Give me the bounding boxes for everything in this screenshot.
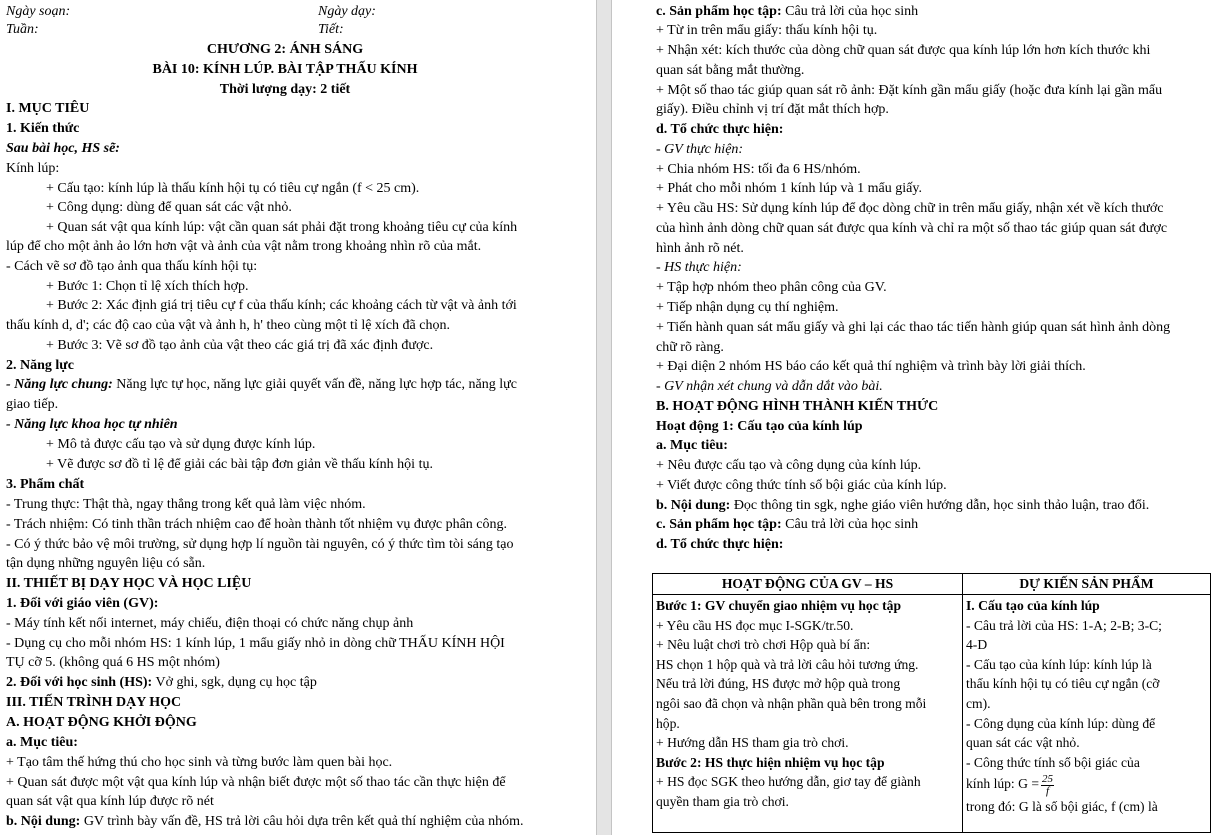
paragraph-line: - Có ý thức bảo vệ môi trường, sử dụng hợp lí nguồn tài nguyên, có ý thức tìm tòi sáng tạo bbox=[6, 537, 514, 552]
paragraph-line: + Tiếp nhận dụng cụ thí nghiệm. bbox=[656, 300, 839, 315]
paragraph-line: + Đại diện 2 nhóm HS báo cáo kết quả thí nghiệm và trình bày lời giải thích. bbox=[656, 359, 1086, 374]
section-heading: A. HOẠT ĐỘNG KHỞI ĐỘNG bbox=[6, 715, 197, 730]
fraction-denominator: f bbox=[1045, 784, 1050, 797]
paragraph-emphasis: c. Sản phẩm học tập: bbox=[656, 517, 782, 532]
paragraph-line: + Cấu tạo: kính lúp là thấu kính hội tụ có tiêu cự ngắn (f < 25 cm). bbox=[46, 181, 420, 196]
cell-line: quan sát các vật nhỏ. bbox=[966, 735, 1080, 751]
paragraph-line: + Công dụng: dùng để quan sát các vật nhỏ. bbox=[46, 200, 292, 215]
paragraph-text: GV trình bày vấn đề, HS trả lời câu hỏi dựa trên kết quả thí nghiệm của nhóm. bbox=[80, 814, 524, 829]
paragraph-line: - Trung thực: Thật thà, ngay thẳng trong kết quả làm việc nhóm. bbox=[6, 497, 366, 512]
cell-line: Bước 1: GV chuyển giao nhiệm vụ học tập bbox=[656, 598, 902, 613]
paragraph-line bbox=[656, 3, 918, 21]
subsection-heading: d. Tổ chức thực hiện: bbox=[656, 537, 784, 552]
paragraph-line: hình ảnh rõ nét. bbox=[656, 241, 744, 256]
chapter-title: CHƯƠNG 2: ÁNH SÁNG bbox=[206, 42, 364, 57]
paragraph-line: giấy). Điều chỉnh vị trí đặt mắt thích hợp. bbox=[656, 102, 889, 117]
paragraph-line: + Một số thao tác giúp quan sát rõ ảnh: Đặt kính gần mẩu giấy (hoặc đưa kính lại gần mẩu bbox=[656, 83, 1163, 98]
ngay-day-label: Ngày dạy: bbox=[318, 4, 376, 19]
paragraph-line: + Nêu được cấu tạo và công dụng của kính lúp. bbox=[656, 458, 922, 473]
subsection-heading: 1. Kiến thức bbox=[6, 121, 80, 136]
table-header-row bbox=[653, 574, 1211, 595]
paragraph-line: + Yêu cầu HS: Sử dụng kính lúp để đọc dòng chữ in trên mẩu giấy, nhận xét về kích thước bbox=[656, 201, 1164, 216]
cell-line: - Công thức tính số bội giác của bbox=[966, 754, 1140, 770]
cell-line: - Công dụng của kính lúp: dùng để bbox=[966, 715, 1156, 731]
paragraph-line: + Phát cho mỗi nhóm 1 kính lúp và 1 mẩu giấy. bbox=[656, 181, 922, 196]
paragraph-line: quan sát bằng mắt thường. bbox=[656, 63, 805, 78]
document-page-left bbox=[0, 0, 596, 835]
paragraph-line: - HS thực hiện: bbox=[656, 260, 742, 275]
cell-line: + HS đọc SGK theo hướng dẫn, giơ tay để giành bbox=[656, 774, 921, 790]
paragraph-line: + Quan sát vật qua kính lúp: vật cần quan sát phải đặt trong khoảng tiêu cự của kính bbox=[46, 220, 518, 235]
paragraph-text: Đọc thông tin sgk, nghe giáo viên hướng dẫn, học sinh thảo luận, trao đổi. bbox=[730, 498, 1150, 513]
cell-line: quyền tham gia trò chơi. bbox=[656, 793, 789, 809]
cell-line: hộp. bbox=[656, 715, 680, 731]
paragraph-line: + Quan sát được một vật qua kính lúp và nhận biết được một số thao tác cần thực hiện để bbox=[6, 775, 506, 790]
cell-line: ngôi sao đã chọn và nhận phần quà bên trong mỗi bbox=[656, 695, 927, 711]
paragraph-line bbox=[656, 516, 918, 534]
paragraph-line: của hình ảnh dòng chữ quan sát được qua kính và chỉ ra một số thao tác giúp quan sát được bbox=[656, 221, 1168, 236]
paragraph-line: - Năng lực chung: Năng lực tự học, năng lực giải quyết vấn đề, năng lực hợp tác, năng lực bbox=[6, 377, 517, 392]
paragraph-line: - Năng lực khoa học tự nhiên bbox=[6, 417, 178, 432]
cell-line: HS chọn 1 hộp quà và trả lời câu hỏi tương ứng. bbox=[656, 656, 919, 672]
paragraph-line: thấu kính d, d'; các độ cao của vật và ảnh h, h' theo cùng một tỉ lệ xích đã chọn. bbox=[6, 318, 450, 333]
paragraph-line: giao tiếp. bbox=[6, 397, 59, 412]
paragraph-line: Sau bài học, HS sẽ: bbox=[6, 141, 120, 156]
lesson-duration: Thời lượng dạy: 2 tiết bbox=[219, 82, 351, 97]
cell-line: 4-D bbox=[966, 637, 988, 653]
paragraph-text: Năng lực tự học, năng lực giải quyết vấn đề, năng lực hợp tác, năng lực bbox=[112, 377, 517, 392]
cell-line: I. Cấu tạo của kính lúp bbox=[966, 598, 1100, 613]
paragraph-emphasis: b. Nội dung: bbox=[656, 498, 731, 513]
formula-label: kính lúp: G = bbox=[966, 776, 1039, 792]
paragraph-line: + Tạo tâm thế hứng thú cho học sinh và từng bước làm quen bài học. bbox=[6, 755, 393, 770]
cell-line: + Nêu luật chơi trò chơi Hộp quà bí ẩn: bbox=[656, 637, 871, 653]
section-heading: III. TIẾN TRÌNH DẠY HỌC bbox=[6, 695, 182, 710]
paragraph-line: + Từ in trên mẩu giấy: thấu kính hội tụ. bbox=[656, 23, 878, 38]
cell-line: + Hướng dẫn HS tham gia trò chơi. bbox=[656, 735, 849, 751]
paragraph-line: + Bước 2: Xác định giá trị tiêu cự f của thấu kính; các khoảng cách từ vật và ảnh tới bbox=[46, 298, 517, 313]
paragraph-line: chữ rõ ràng. bbox=[656, 340, 724, 355]
paragraph-line: + Chia nhóm HS: tối đa 6 HS/nhóm. bbox=[656, 162, 861, 177]
formula-line bbox=[966, 772, 1207, 796]
paragraph-line: + Tập hợp nhóm theo phân công của GV. bbox=[656, 280, 887, 295]
paragraph-line bbox=[656, 497, 1149, 515]
paragraph-emphasis: b. Nội dung: bbox=[6, 814, 81, 829]
fraction-numerator: 25 bbox=[1042, 772, 1053, 785]
paragraph-line: - GV thực hiện: bbox=[656, 142, 744, 157]
paragraph-line bbox=[6, 674, 317, 692]
paragraph-line: TỤ cỡ 5. (không quá 6 HS một nhóm) bbox=[6, 655, 220, 670]
paragraph-line: + Vẽ được sơ đồ tỉ lệ để giải các bài tập đơn giản về thấu kính hội tụ. bbox=[46, 457, 433, 472]
section-heading: I. MỤC TIÊU bbox=[6, 101, 90, 116]
paragraph-line: + Nhận xét: kích thước của dòng chữ quan sát được qua kính lúp lớn hơn kích thước khi bbox=[656, 43, 1151, 58]
tuan-label: Tuần: bbox=[6, 22, 39, 37]
paragraph-line: - GV nhận xét chung và dẫn dắt vào bài. bbox=[656, 379, 883, 394]
cell-line: thấu kính hội tụ có tiêu cự ngắn (cỡ bbox=[966, 676, 1160, 692]
document-page-right bbox=[612, 0, 1212, 835]
activity-table bbox=[652, 573, 1211, 833]
tiet-label: Tiết: bbox=[318, 22, 344, 37]
subsection-heading: 1. Đối với giáo viên (GV): bbox=[6, 596, 159, 611]
ngay-soan-label: Ngày soạn: bbox=[6, 4, 71, 19]
table-header-cell: DỰ KIẾN SẢN PHẨM bbox=[963, 574, 1211, 595]
paragraph-line: - Dụng cụ cho mỗi nhóm HS: 1 kính lúp, 1 mẩu giấy nhỏ in dòng chữ THẤU KÍNH HỘI bbox=[6, 636, 505, 651]
page-edge-left bbox=[596, 0, 597, 835]
paragraph-line: lúp để cho một ảnh ảo lớn hơn vật và ảnh của vật nằm trong khoảng nhìn rõ của mắt. bbox=[6, 239, 482, 254]
cell-line: cm). bbox=[966, 695, 991, 711]
paragraph-line: Kính lúp: bbox=[6, 161, 60, 176]
paragraph-text: Câu trả lời của học sinh bbox=[781, 517, 919, 532]
section-heading: II. THIẾT BỊ DẠY HỌC VÀ HỌC LIỆU bbox=[6, 576, 252, 591]
lesson-title: BÀI 10: KÍNH LÚP. BÀI TẬP THẤU KÍNH bbox=[152, 62, 418, 77]
table-header-cell: HOẠT ĐỘNG CỦA GV – HS bbox=[653, 574, 963, 595]
subsection-heading: 3. Phẩm chất bbox=[6, 477, 85, 492]
paragraph-line: + Tiến hành quan sát mẩu giấy và ghi lại các thao tác tiến hành giúp quan sát hình ảnh dòng bbox=[656, 320, 1171, 335]
subsection-heading: d. Tổ chức thực hiện: bbox=[656, 122, 784, 137]
cell-line: - Cấu tạo của kính lúp: kính lúp là bbox=[966, 656, 1152, 672]
paragraph-line: + Bước 3: Vẽ sơ đồ tạo ảnh của vật theo các giá trị đã xác định được. bbox=[46, 338, 434, 353]
subsection-heading: 2. Năng lực bbox=[6, 358, 74, 373]
teacher-student-activity-cell bbox=[653, 595, 963, 833]
paragraph-line: + Mô tả được cấu tạo và sử dụng được kính lúp. bbox=[46, 437, 316, 452]
table-row bbox=[653, 595, 1211, 833]
cell-line: Bước 2: HS thực hiện nhiệm vụ học tập bbox=[656, 754, 885, 770]
paragraph-text: Câu trả lời của học sinh bbox=[781, 4, 919, 19]
paragraph-line: - Cách vẽ sơ đồ tạo ảnh qua thấu kính hội tụ: bbox=[6, 259, 258, 274]
cell-line: trong đó: G là số bội giác, f (cm) là bbox=[966, 798, 1158, 814]
paragraph-line bbox=[6, 813, 524, 831]
paragraph-emphasis: 2. Đối với học sinh (HS): bbox=[6, 675, 153, 690]
paragraph-line: quan sát vật qua kính lúp được rõ nét bbox=[6, 794, 214, 809]
paragraph-emphasis: c. Sản phẩm học tập: bbox=[656, 4, 782, 19]
section-heading: B. HOẠT ĐỘNG HÌNH THÀNH KIẾN THỨC bbox=[656, 399, 939, 414]
paragraph-line: tận dụng những nguyên liệu có sẵn. bbox=[6, 556, 206, 571]
page-gutter bbox=[596, 0, 612, 835]
expected-product-cell bbox=[963, 595, 1211, 833]
paragraph-line: + Viết được công thức tính số bội giác của kính lúp. bbox=[656, 478, 947, 493]
magnification-fraction bbox=[1041, 774, 1054, 797]
paragraph-line: + Bước 1: Chọn tỉ lệ xích thích hợp. bbox=[46, 279, 249, 294]
subsection-heading: a. Mục tiêu: bbox=[6, 735, 78, 750]
subsection-heading: Hoạt động 1: Cấu tạo của kính lúp bbox=[656, 419, 863, 434]
cell-line: + Yêu cầu HS đọc mục I-SGK/tr.50. bbox=[656, 617, 854, 633]
paragraph-emphasis: Năng lực chung: bbox=[14, 377, 113, 392]
paragraph-line: - Máy tính kết nối internet, máy chiếu, điện thoại có chức năng chụp ảnh bbox=[6, 616, 414, 631]
cell-line: Nếu trả lời đúng, HS được mở hộp quà trong bbox=[656, 676, 901, 692]
paragraph-line: - Trách nhiệm: Có tinh thần trách nhiệm cao để hoàn thành tốt nhiệm vụ được phân công. bbox=[6, 517, 507, 532]
paragraph-text: Vở ghi, sgk, dụng cụ học tập bbox=[152, 675, 317, 690]
subsection-heading: a. Mục tiêu: bbox=[656, 438, 728, 453]
cell-line: - Câu trả lời của HS: 1-A; 2-B; 3-C; bbox=[966, 617, 1162, 633]
